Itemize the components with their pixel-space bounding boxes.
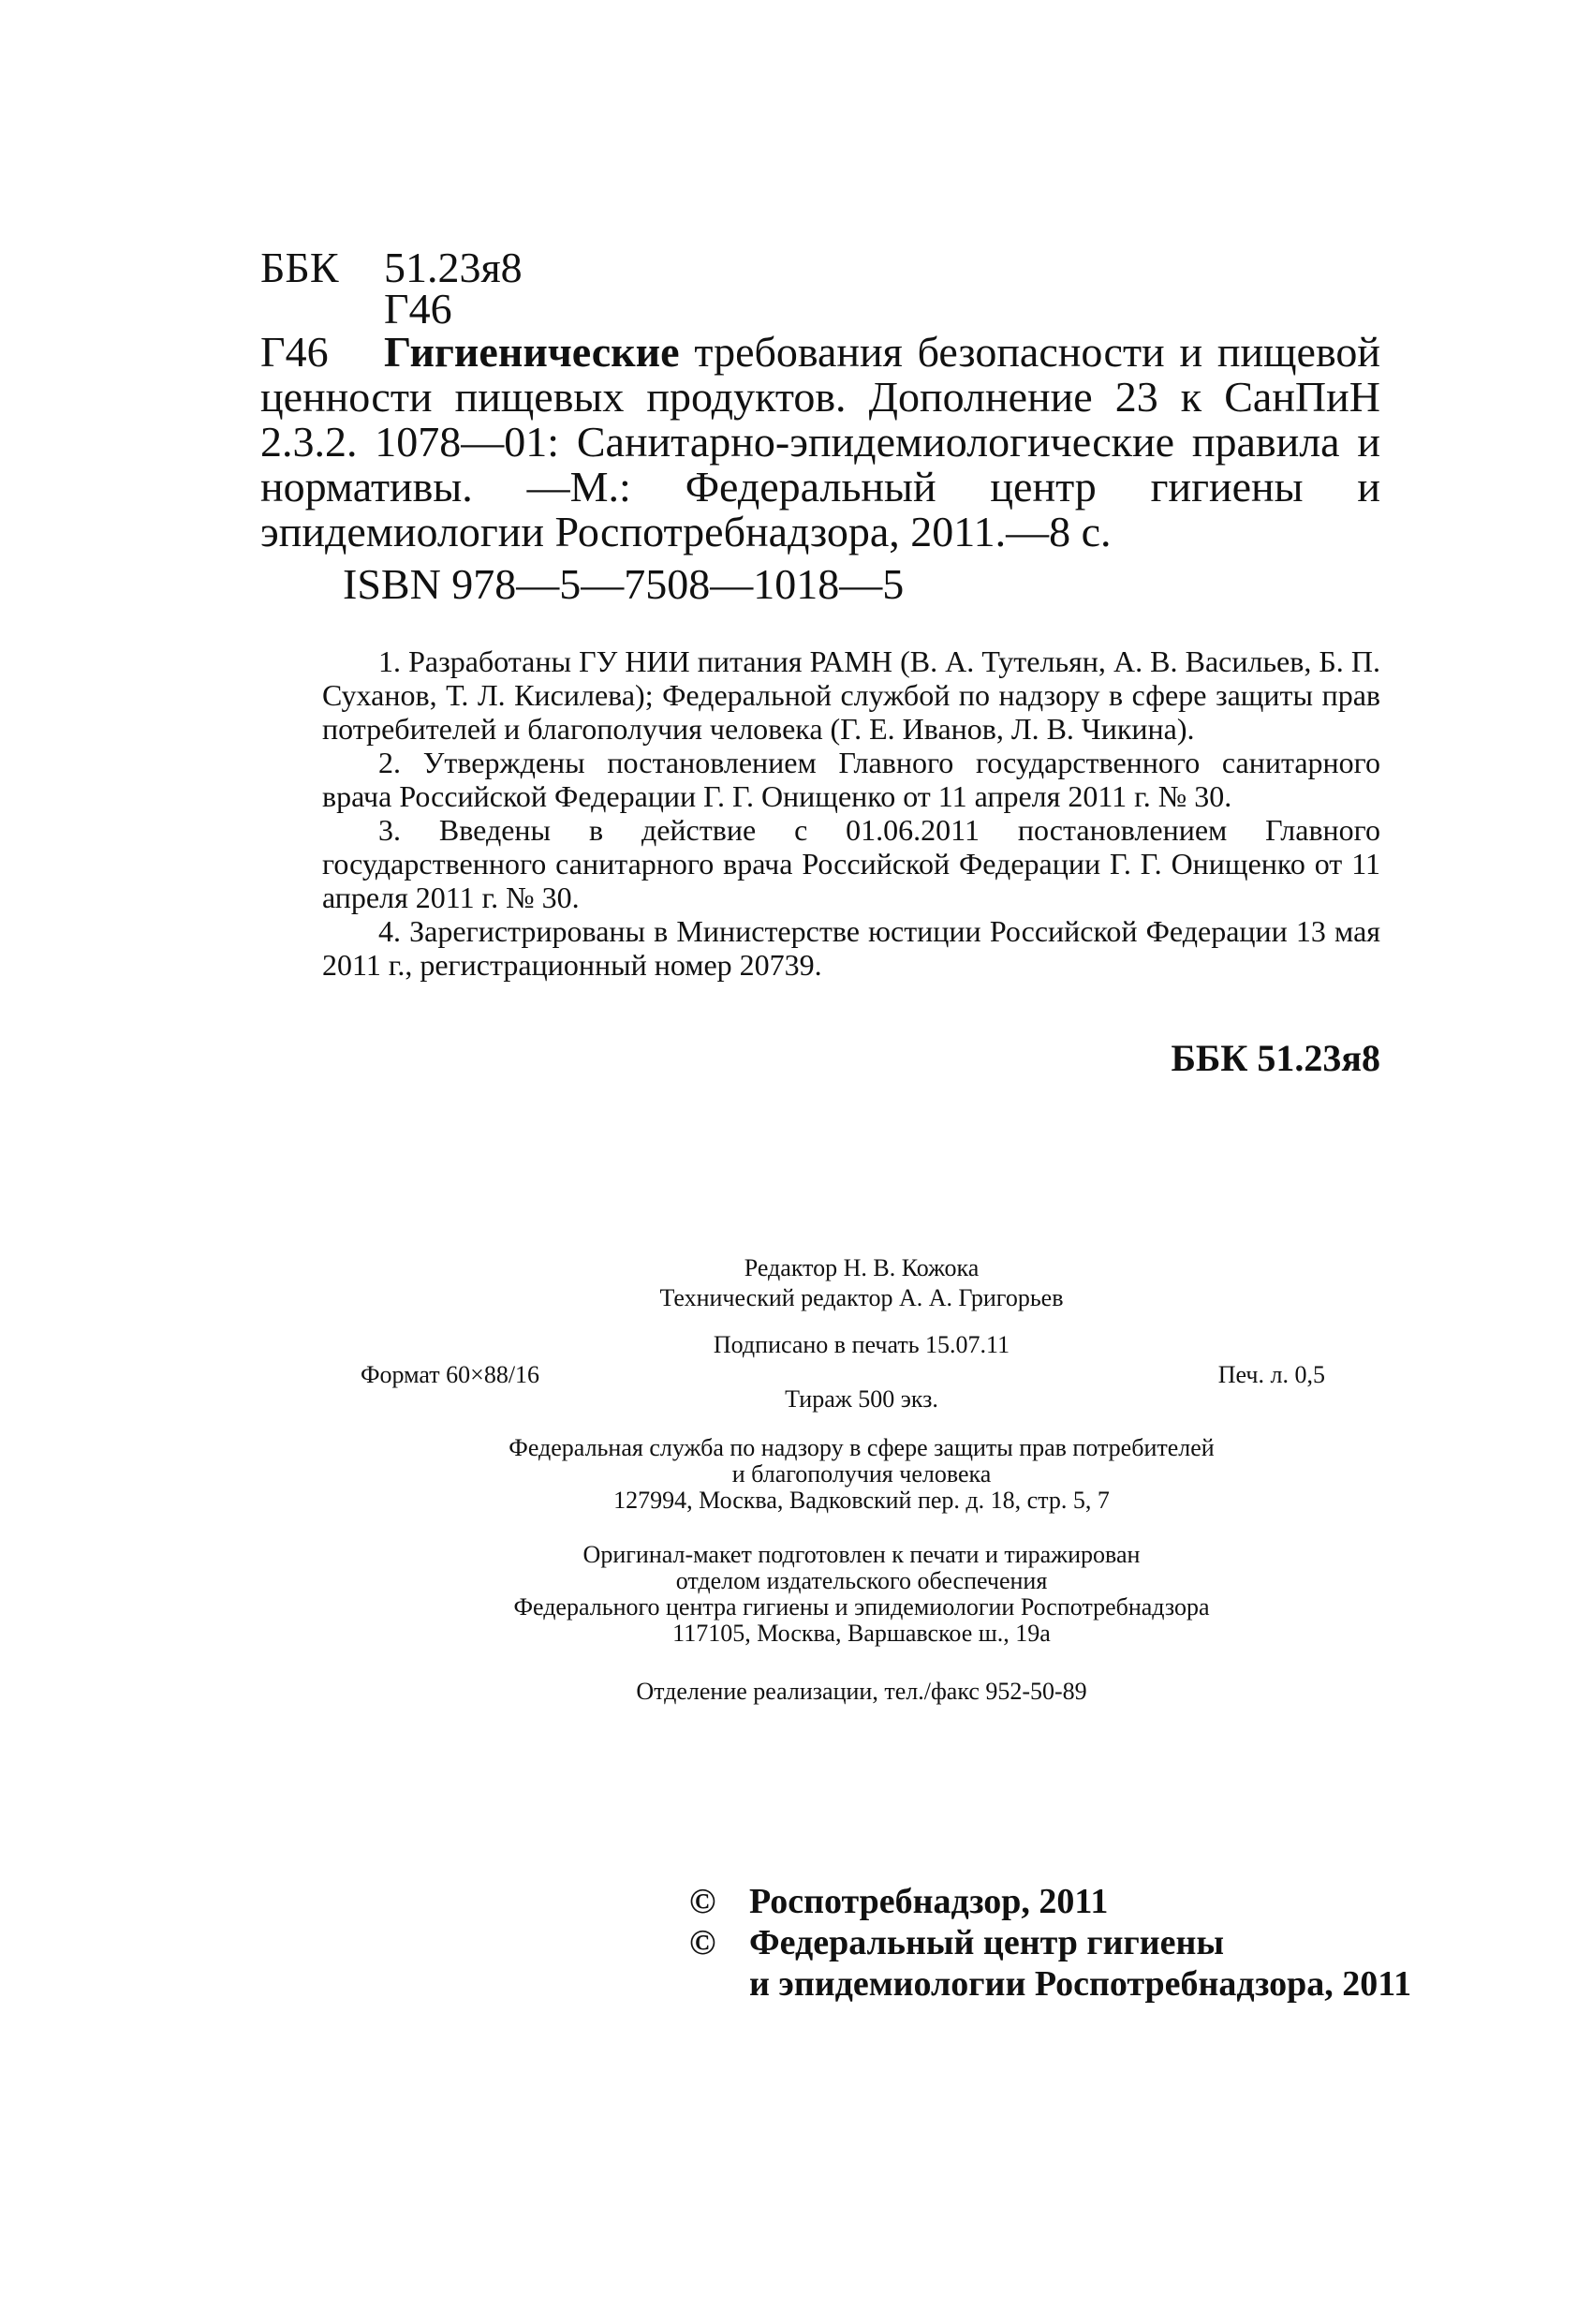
copyright-symbol-2: © <box>689 1923 716 1962</box>
bbk-right: ББК 51.23я8 <box>1171 1037 1380 1079</box>
title-bold-word: Гигиенические <box>384 328 680 376</box>
note-3: 3. Введены в действие с 01.06.2011 постановлением Главного государственного санитарного врача Российской Федерации Г. Г. Онищенко от 11 апреля 2011 г. № 30. <box>322 813 1380 914</box>
book-title <box>260 330 1380 555</box>
bbk-label: ББК <box>260 244 339 291</box>
print-run: Тираж 500 экз. <box>785 1385 938 1413</box>
author-mark-left: Г46 <box>260 328 329 376</box>
layout-line-4: 117105, Москва, Варшавское ш., 19а <box>672 1620 1051 1647</box>
publisher-line-2: и благополучия человека <box>731 1460 992 1488</box>
editor: Редактор Н. В. Кожока <box>744 1254 980 1281</box>
layout-line-1: Оригинал-макет подготовлен к печати и тиражирован <box>582 1541 1141 1568</box>
signed-to-print: Подписано в печать 15.07.11 <box>713 1331 1010 1358</box>
note-4: 4. Зарегистрированы в Министерстве юстиции Российской Федерации 13 мая 2011 г., регистрационный номер 20739. <box>322 914 1380 982</box>
format: Формат 60×88/16 <box>361 1361 540 1388</box>
copyright-symbol-1: © <box>689 1882 716 1921</box>
layout-line-3: Федерального центра гигиены и эпидемиологии Роспотребнадзора <box>513 1593 1210 1621</box>
note-2: 2. Утверждены постановлением Главного государственного санитарного врача Российской Федерации Г. Г. Онищенко от 11 апреля 2011 г. № 30. <box>322 746 1380 813</box>
isbn: ISBN 978—5—7508—1018—5 <box>343 560 905 608</box>
sales-dept: Отделение реализации, тел./факс 952-50-89 <box>636 1678 1087 1705</box>
note-1: 1. Разработаны ГУ НИИ питания РАМН (В. А. Тутельян, А. В. Васильев, Б. П. Суханов, Т. Л. Кисилева); Федеральной службой по надзору в сфере защиты прав потребителей и благополучия человека (Г. Е. Иванов, Л. В. Чикина). <box>322 644 1380 746</box>
print-sheets: Печ. л. 0,5 <box>1217 1361 1325 1388</box>
copyright-line-3: и эпидемиологии Роспотребнадзора, 2011 <box>749 1964 1412 2004</box>
layout-line-2: отделом издательского обеспечения <box>675 1567 1048 1594</box>
copyright-line-1: Роспотребнадзор, 2011 <box>749 1882 1109 1921</box>
title-rest: требования безопасности и пищевой ценности пищевых продуктов. Дополнение 23 к СанПиН 2.3.2. 1078—01: Санитарно-эпидемиологические правила и нормативы. —М.: Федеральный центр гигиены и эпидемиологии Роспотребнадзора, 2011.—8 с. <box>260 328 1380 555</box>
publisher-line-1: Федеральная служба по надзору в сфере защиты прав потребителей <box>509 1434 1215 1461</box>
tech-editor: Технический редактор А. А. Григорьев <box>659 1284 1064 1311</box>
author-mark: Г46 <box>384 285 452 333</box>
copyright-line-2: Федеральный центр гигиены <box>749 1923 1225 1962</box>
publisher-line-3: 127994, Москва, Вадковский пер. д. 18, стр. 5, 7 <box>613 1487 1110 1514</box>
bbk-code: 51.23я8 <box>384 244 523 291</box>
